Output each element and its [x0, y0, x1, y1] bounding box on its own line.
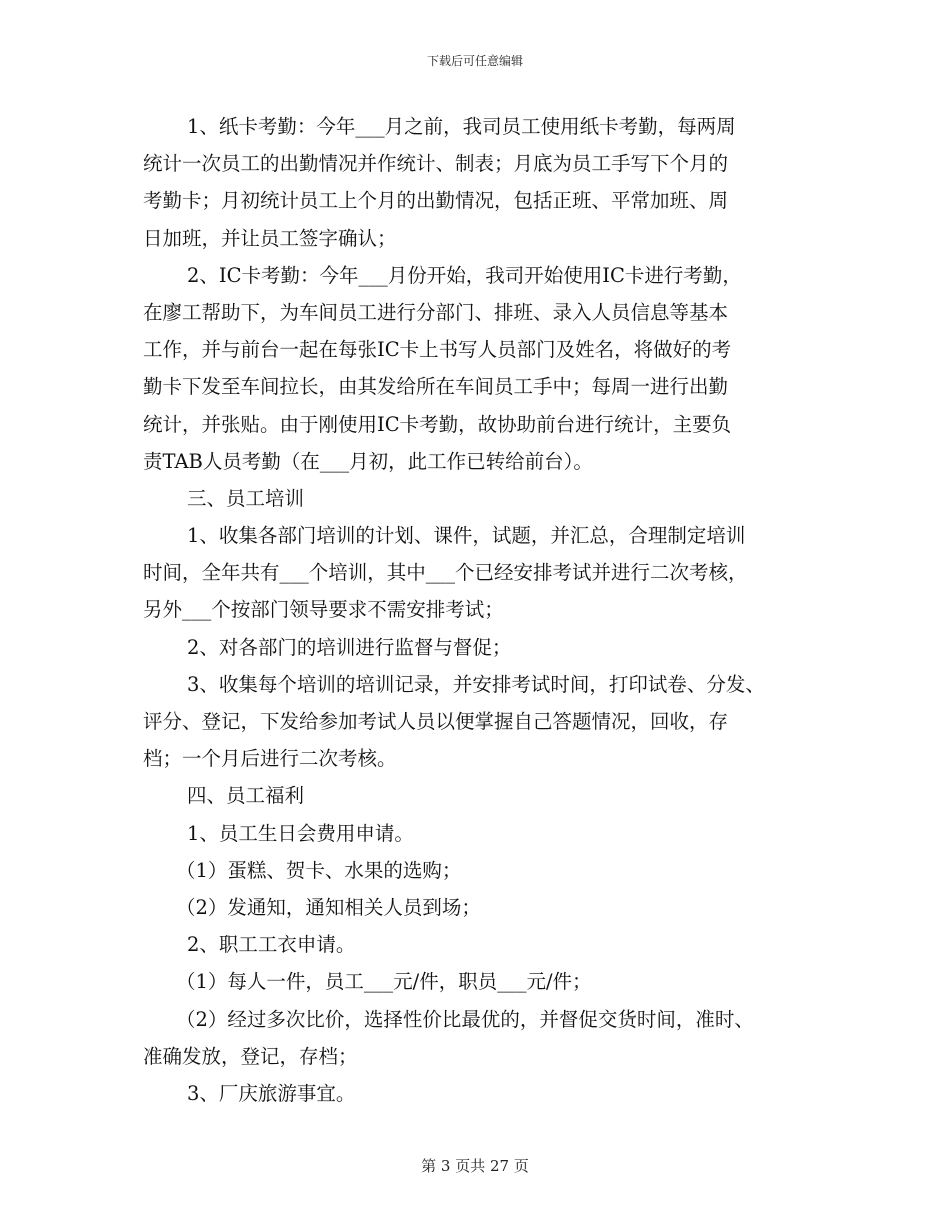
paragraph-line: 2、对各部门的培训进行监督与督促；	[187, 635, 512, 659]
paragraph-line: 评分、登记，下发给参加考试人员以便掌握自己答题情况，回收，存	[143, 710, 729, 733]
list-item: （2）发通知，通知相关人员到场；	[176, 895, 481, 919]
page-header: 下载后可任意编辑	[426, 54, 523, 68]
document-body	[143, 108, 815, 1112]
paragraph-line: 时间，全年共有___个培训，其中___个已经安排考试并进行二次考核，	[143, 561, 748, 585]
list-item: （2）经过多次比价，选择性价比最优的，并督促交货时间，准时、	[176, 1007, 754, 1031]
paragraph-line: 准确发放，登记，存档；	[143, 1044, 358, 1068]
paragraph-line: 统计一次员工的出勤情况并作统计、制表；月底为员工手写下个月的	[143, 152, 729, 176]
paragraph-line: 工作，并与前台一起在每张IC卡上书写人员部门及姓名，将做好的考	[143, 338, 732, 362]
paragraph-line: 2、职工工衣申请。	[187, 933, 356, 957]
paragraph-line: 统计，并张贴。由于刚使用IC卡考勤，故协助前台进行统计，主要负	[143, 412, 732, 436]
paragraph-line: 2、IC卡考勤：今年___月份开始，我司开始使用IC卡进行考勤，	[187, 263, 742, 287]
paragraph-line: 3、厂庆旅游事宜。	[187, 1081, 356, 1105]
paragraph-line: 在廖工帮助下，为车间员工进行分部门、排班、录入人员信息等基本	[143, 300, 729, 324]
paragraph-line: 1、纸卡考勤：今年___月之前，我司员工使用纸卡考勤，每两周	[187, 115, 736, 138]
paragraph-line: 另外___个按部门领导要求不需安排考试；	[143, 598, 504, 622]
paragraph-line: 考勤卡；月初统计员工上个月的出勤情况，包括正班、平常加班、周	[143, 189, 729, 213]
page-footer: 第 3 页共 27 页	[421, 1157, 529, 1175]
paragraph-line: 责TAB人员考勤（在___月初，此工作已转给前台）。	[143, 449, 593, 473]
list-item: （1）每人一件，员工___元/件，职员___元/件；	[176, 970, 592, 994]
section-heading: 三、员工培训	[187, 486, 305, 510]
list-item: （1）蛋糕、贺卡、水果的选购；	[176, 858, 462, 882]
paragraph-line: 日加班，并让员工签字确认；	[143, 226, 397, 250]
paragraph-line: 勤卡下发至车间拉长，由其发给所在车间员工手中；每周一进行出勤	[143, 375, 729, 399]
paragraph-line: 档；一个月后进行二次考核。	[143, 747, 397, 771]
paragraph-line: 1、员工生日会费用申请。	[187, 821, 414, 845]
section-heading: 四、员工福利	[187, 784, 305, 808]
paragraph-line: 3、收集每个培训的培训记录，并安排考试时间，打印试卷、分发、	[187, 672, 765, 696]
paragraph-line: 1、收集各部门培训的计划、课件，试题，并汇总，合理制定培训	[187, 524, 746, 548]
